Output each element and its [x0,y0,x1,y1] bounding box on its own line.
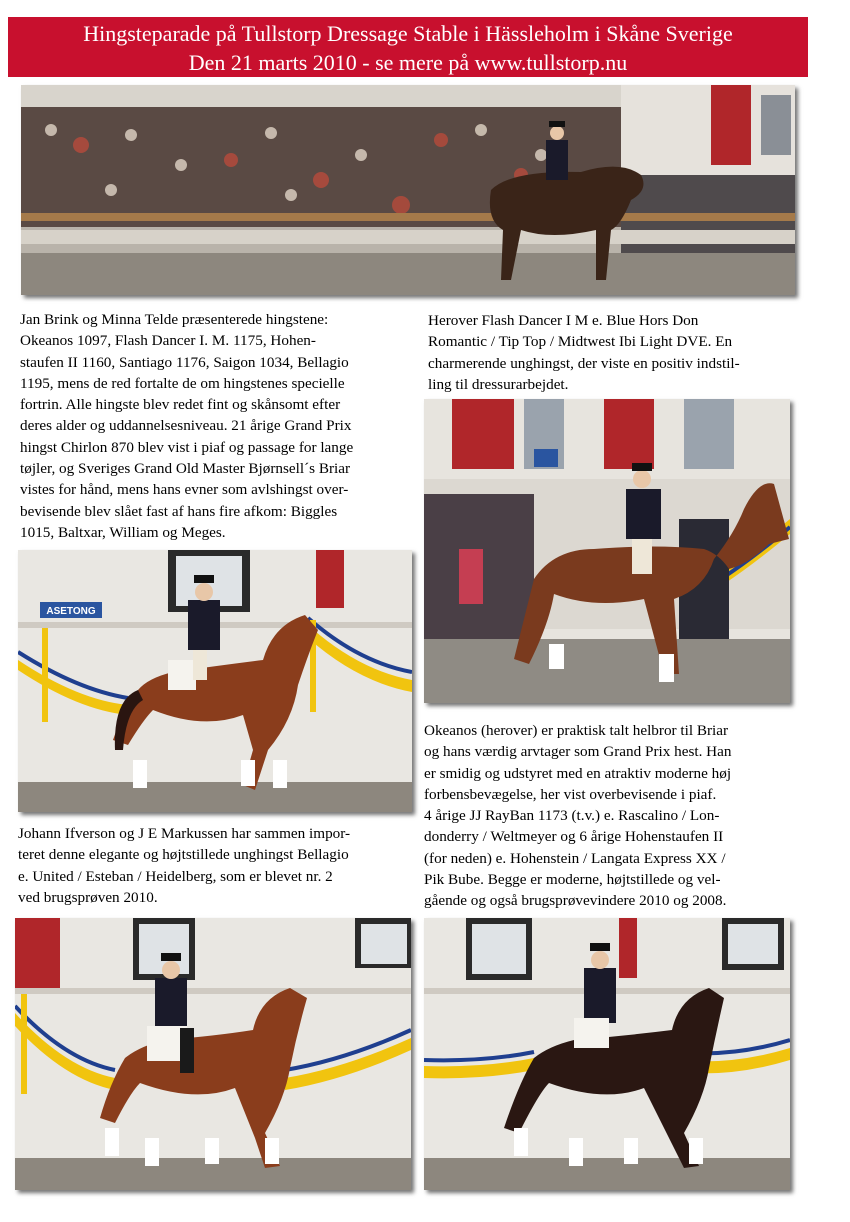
paragraph-bellagio: Johann Ifverson og J E Markussen har sammen impor- teret denne elegante og højtstillede unghingst Bellagio e. United / Esteban / Heidelberg, som er blevet nr. 2 ved brugsprøven 2010. [18,825,351,906]
photo-rayban [15,918,411,1190]
header-title: Hingsteparade på Tullstorp Dressage Stable i Hässleholm i Skåne Sverige [83,21,733,46]
photo-parade-crowd [21,85,795,295]
paragraph-flash-dancer: Herover Flash Dancer I M e. Blue Hors Don Romantic / Tip Top / Midtwest Ibi Light DVE. En charmerende unghingst, der viste en positiv indstil- ling til dressurarbejdet. [428,312,740,393]
header-subtitle: Den 21 marts 2010 - se mere på www.tullstorp.nu [188,50,628,75]
arena-banner-text: ASETONG [46,606,96,617]
header-banner [8,17,808,77]
paragraph-okeanos: Okeanos (herover) er praktisk talt helbror til Briar og hans værdig arvtager som Grand Prix hest. Han er smidig og udstyret med en atraktiv moderne høj forbensbevægelse, her vist overbevisende i piaf. 4 årige JJ RayBan 1173 (t.v.) e. Rascalino / Lon- donderry / Weltmeyer og 6 årige Hohenstaufen II (for neden) e. Hohenstein / Langata Express XX / Pik Bube. Begge er moderne, højtstillede og vel- gående og også brugsprøvevindere 2010 og 2008. [424,722,732,910]
photo-hohenstaufen [424,918,790,1190]
paragraph-intro: Jan Brink og Minna Telde præsenterede hingstene: Okeanos 1097, Flash Dancer I. M. 1175, Hohen- staufen II 1160, Santiago 1176, Saigon 1034, Bellagio 1195, mens de red fortalte de om hingstenes specielle fortrin. Alle hingste blev redet fint og skånsomt efter deres alder og uddannelsesniveau. 21 årige Grand Prix hingst Chirlon 870 blev vist i piaf og passage for lange tøjler, og Sveriges Grand Old Master Bjørnsell´s Briar vistes for hånd, mens hans evner som avlshingst over- bevisende blev slået fast af hans fire afkom: Biggles 1015, Baltxar, William og Meges. [20,311,354,541]
photo-bellagio [18,550,412,812]
photo-flash-dancer [424,399,790,703]
